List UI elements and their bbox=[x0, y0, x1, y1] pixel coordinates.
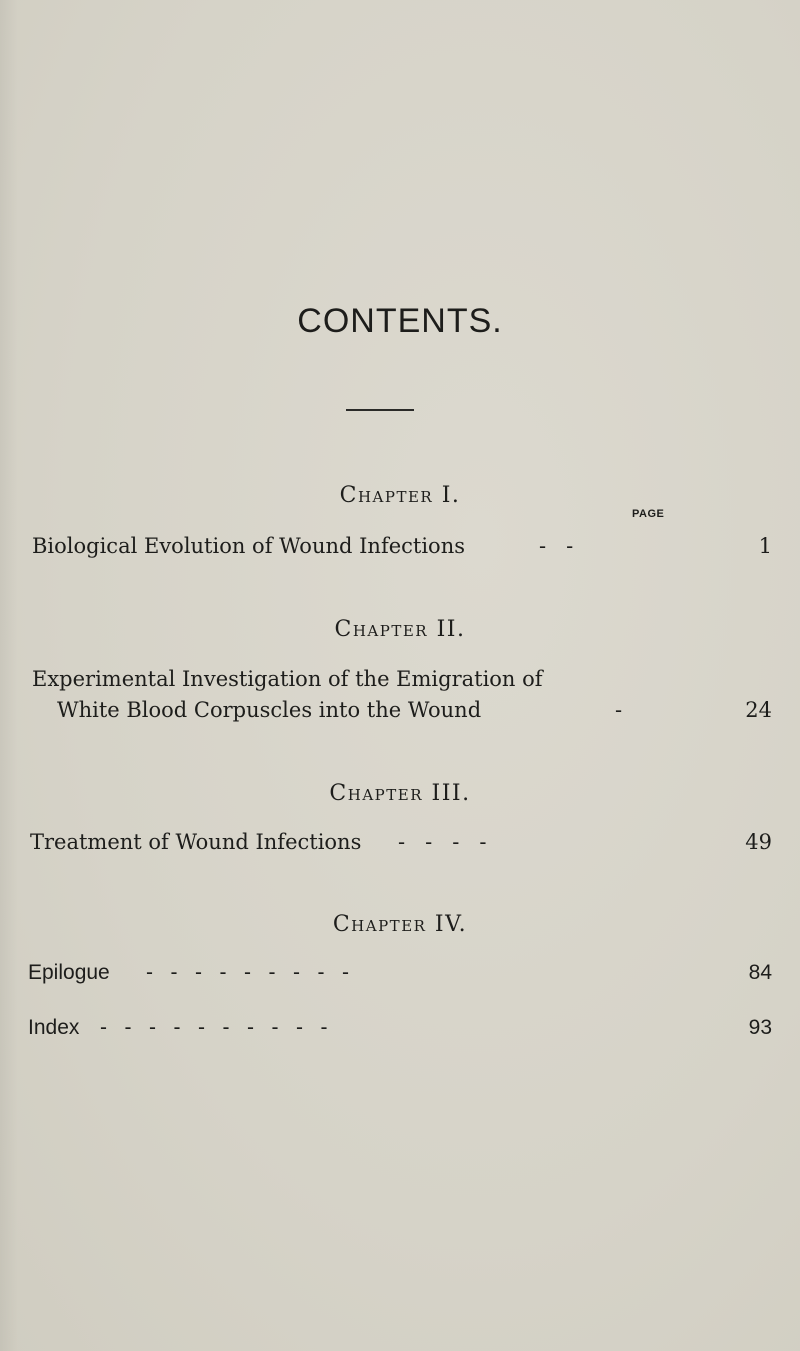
toc-page-number: 84 bbox=[748, 961, 772, 984]
chapter-heading-3: Chapter III. bbox=[329, 781, 471, 806]
toc-leader: - bbox=[615, 698, 623, 722]
chapter-heading-2: Chapter II. bbox=[334, 617, 466, 642]
toc-entry-2-continued bbox=[57, 698, 772, 722]
toc-page-number: 24 bbox=[745, 698, 772, 722]
toc-entry-title: Index bbox=[28, 1016, 80, 1039]
toc-leader: - - - - - - - - - bbox=[146, 961, 349, 984]
toc-leader: - - bbox=[539, 534, 574, 558]
toc-entry-title: Epilogue bbox=[28, 961, 110, 984]
toc-entry-1[interactable] bbox=[32, 534, 772, 558]
page-column-label: PAGE bbox=[632, 508, 665, 520]
toc-page-number: 93 bbox=[748, 1016, 772, 1039]
toc-page-number: 49 bbox=[745, 830, 772, 854]
chapter-heading-4: Chapter IV. bbox=[332, 912, 468, 937]
toc-entry-title: Treatment of Wound Infections bbox=[30, 830, 362, 854]
toc-leader: - - - - - - - - - - bbox=[100, 1016, 328, 1039]
title-rule bbox=[346, 409, 414, 411]
page-title: CONTENTS. bbox=[297, 302, 503, 340]
toc-entry-3[interactable] bbox=[30, 830, 772, 854]
toc-entry-title: Experimental Investigation of the Emigration of bbox=[32, 667, 543, 691]
chapter-heading-1: Chapter I. bbox=[339, 483, 461, 508]
toc-entry-2[interactable] bbox=[32, 667, 772, 691]
toc-leader: - - - - bbox=[398, 830, 487, 854]
toc-page-number: 1 bbox=[758, 534, 772, 558]
toc-entry-index[interactable] bbox=[28, 1016, 772, 1040]
toc-entry-4[interactable] bbox=[28, 961, 772, 985]
toc-entry-title: Biological Evolution of Wound Infections bbox=[32, 534, 466, 558]
toc-entry-title-continued: White Blood Corpuscles into the Wound bbox=[57, 698, 482, 722]
